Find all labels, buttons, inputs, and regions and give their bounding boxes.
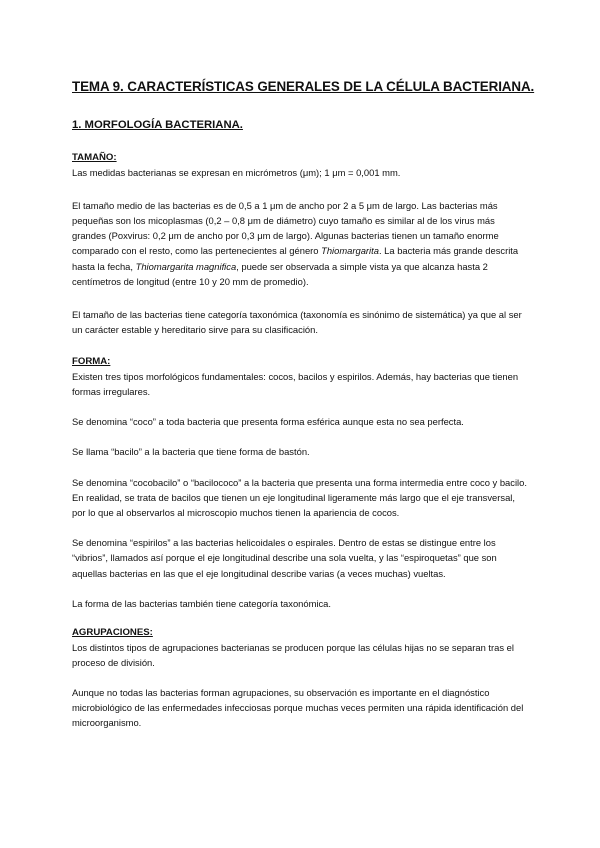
paragraph: Existen tres tipos morfológicos fundamentales: cocos, bacilos y espirilos. Además, hay bacterias que tienen formas irregulares. xyxy=(72,370,519,398)
paragraph: Los distintos tipos de agrupaciones bacterianas se producen porque las células hijas no se separan tras el proceso de división. xyxy=(72,641,514,668)
paragraph: Se denomina “coco” a toda bacteria que presenta forma esférica aunque esta no sea perfecta. xyxy=(72,416,464,428)
paragraph: El tamaño medio de las bacterias es de 0,5 a 1 μm de ancho por 2 a 5 μm de largo. Las bacterias más pequeñas son los micoplasmas (0,2 – 0,8 μm de diámetro) cuyo tamaño es similar al de los virus más grandes (Poxvirus: 0,2 μm de ancho por 0,3 μm de largo). Algunas bacterias tienen un tamaño enorme comparado con el resto, como las pertenecientes al género Thiomargarita. La bacteria más grande descrita hasta la fecha, Thiomargarita magnifica, puede ser observada a simple vista ya que alcanza hasta 2 centímetros de longitud (entre 10 y 20 mm de promedio). xyxy=(72,199,519,287)
document-title: TEMA 9. CARACTERÍSTICAS GENERALES DE LA CÉLULA BACTERIANA. xyxy=(72,79,535,94)
section-heading-morfologia: 1. MORFOLOGÍA BACTERIANA. xyxy=(72,119,243,131)
paragraph: La forma de las bacterias también tiene categoría taxonómica. xyxy=(72,597,331,609)
paragraph: Aunque no todas las bacterias forman agrupaciones, su observación es importante en el diagnóstico microbiológico de las enfermedades infecciosas porque muchas veces permiten una rápida identificación del microorganismo. xyxy=(72,686,524,729)
paragraph: Se llama “bacilo” a la bacteria que tiene forma de bastón. xyxy=(72,446,310,458)
subheading-tamano: TAMAÑO: xyxy=(72,152,117,163)
subheading-forma: FORMA: xyxy=(72,356,111,368)
section-forma xyxy=(72,355,530,611)
paragraph: Se denomina “cocobacilo” o “bacilococo” a la bacteria que presenta una forma intermedia entre coco y bacilo. En realidad, se trata de bacilos que tienen un eje longitudinal ligeramente más largo que el eje transversal, por lo que al observarlos al microscopio muchos tienen la apariencia de cocos. xyxy=(72,476,527,519)
subheading-agrupaciones: AGRUPACIONES: xyxy=(72,627,153,639)
paragraph: Se denomina “espirilos” a las bacterias helicoidales o espirales. Dentro de estas se distingue entre los “vibrios”, llamados así porque el eje longitudinal describe una sola vuelta, y las “espiroquetas” que son aquellas bacterias en las que el eje longitudinal describe varias (a veces muchas) vueltas. xyxy=(72,537,497,579)
genus-name: Thiomargarita xyxy=(321,245,379,257)
paragraph: Las medidas bacterianas se expresan en micrómetros (μm); 1 μm = 0,001 mm. xyxy=(72,166,401,178)
section-tamano xyxy=(72,151,530,337)
species-name: Thiomargarita magnifica xyxy=(135,260,237,272)
paragraph: El tamaño de las bacterias tiene categoría taxonómica (taxonomía es sinónimo de sistemática) ya que al ser un carácter estable y hereditario sirve para su clasificación. xyxy=(72,308,522,336)
section-agrupaciones xyxy=(72,626,530,731)
